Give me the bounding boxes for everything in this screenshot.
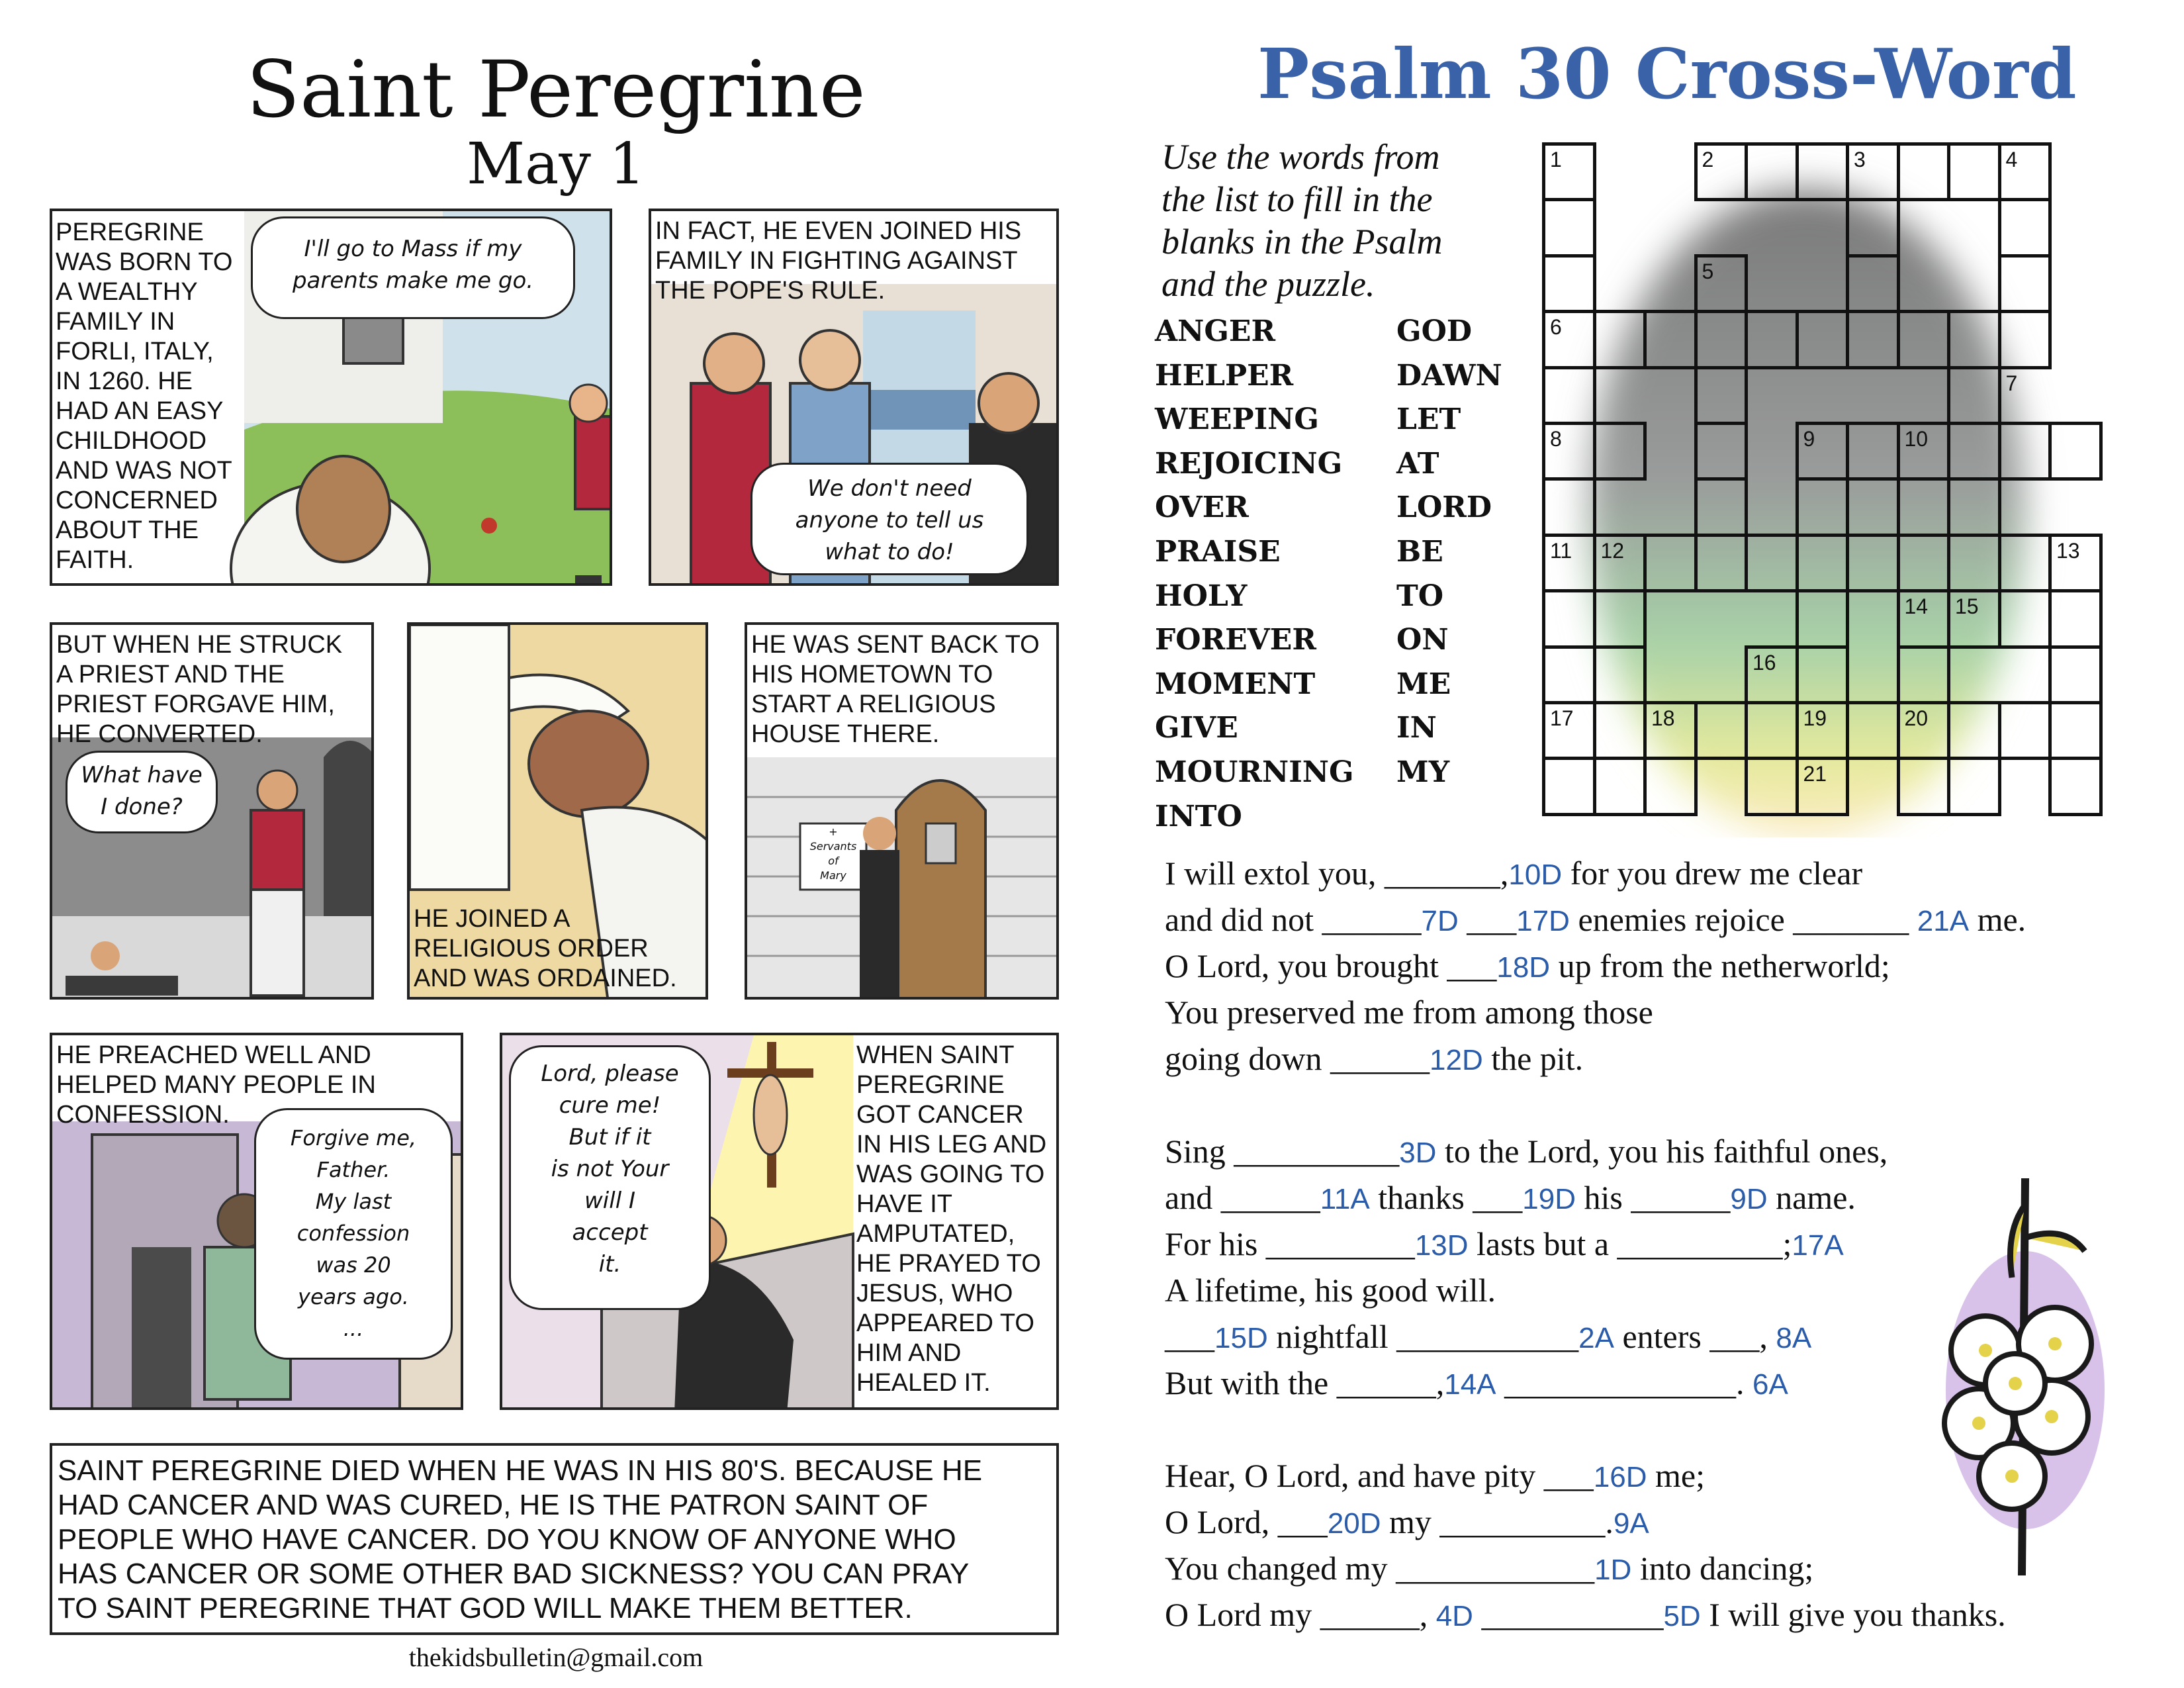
psalm-segment: Hear, O Lord, and have pity ___ [1165,1457,1594,1494]
cell-number: 6 [1550,315,1562,340]
psalm-line [1165,1456,1705,1495]
psalm-segment: the pit. [1482,1040,1584,1077]
crossword-cell[interactable] [1542,477,1596,536]
crossword-cell[interactable] [1846,534,1900,592]
crossword-cell[interactable] [1947,366,2001,425]
clue-reference: 5D [1663,1600,1701,1632]
word-item: IN [1396,711,1437,745]
word-item: GOD [1396,314,1473,348]
psalm-line [1165,1549,1813,1587]
clue-reference: 4D [1435,1600,1473,1632]
clue-reference: 20D [1327,1507,1381,1540]
crossword-cell[interactable] [1593,701,1647,760]
crossword-cell[interactable] [1947,757,2001,816]
crossword-cell[interactable] [1998,589,2052,648]
crossword-cell[interactable] [1694,477,1749,536]
psalm-line [1165,1317,1811,1356]
clue-reference: 9A [1613,1507,1649,1540]
psalm-segment: me; [1647,1457,1706,1494]
word-item: AT [1396,446,1439,481]
crossword-title: Psalm 30 Cross-Word [1257,33,2077,115]
crossword-cell[interactable] [1947,701,2001,760]
crossword-cell[interactable] [1542,645,1596,704]
panel-6-speech-bubble: Forgive me, Father. My last confession was 20 years ago. ... [254,1108,453,1360]
panel-1-caption: PEREGRINE WAS BORN TO A WEALTHY FAMILY IN FORLI, ITALY, IN 1260. HE HAD AN EASY CHILDHOOD AND WAS NOT CONCERNED ABOUT THE FAITH. [56,218,233,574]
crossword-cell[interactable] [1796,589,1850,648]
clue-reference: 6A [1752,1368,1788,1401]
cell-number: 5 [1702,259,1714,283]
psalm-line [1165,1595,2006,1634]
crossword-cell[interactable] [1897,310,1951,369]
psalm-segment: to the Lord, you his faithful ones, [1436,1133,1888,1170]
cell-number: 14 [1904,594,1929,619]
comic-panel-6 [50,1033,463,1410]
panel-1-speech-bubble: I'll go to Mass if my parents make me go. [251,216,575,319]
cell-number: 19 [1803,706,1827,730]
crossword-cell[interactable] [1542,757,1596,816]
crossword-cell[interactable] [2048,422,2103,481]
cell-number: 15 [1955,594,1979,619]
clue-reference: 17D [1516,905,1570,937]
crossword-cell[interactable] [1694,310,1749,369]
comic-panel-3 [50,622,374,1000]
word-item: INTO [1155,799,1242,833]
clue-reference: 1D [1594,1554,1632,1586]
clue-reference: 7D [1421,905,1459,937]
crossword-cell[interactable] [1593,422,1647,481]
crossword-cell[interactable] [1947,534,2001,592]
comic-title: Saint Peregrine [246,44,866,135]
crossword-cell[interactable] [1745,757,1799,816]
crossword-cell[interactable] [1897,142,1951,201]
crossword-cell[interactable] [2048,701,2103,760]
psalm-segment: into dancing; [1631,1550,1814,1587]
lily-flower-illustration [1939,1165,2111,1589]
crossword-cell[interactable] [1745,310,1799,369]
crossword-cell[interactable] [1947,142,2001,201]
crossword-cell[interactable] [1897,757,1951,816]
crossword-cell[interactable] [1947,477,2001,536]
psalm-line [1165,947,1890,985]
crossword-cell[interactable] [1998,422,2052,481]
word-item: HOLY [1155,579,1248,613]
psalm-segment: You preserved me from among those [1165,994,1653,1031]
cell-number: 7 [2005,371,2018,395]
crossword-cell[interactable] [1643,534,1698,592]
crossword-cell[interactable] [1593,589,1647,648]
cell-number: 17 [1550,706,1574,730]
crossword-cell[interactable] [1998,198,2052,257]
word-item: ANGER [1155,314,1276,348]
crossword-cell[interactable] [1897,477,1951,536]
panel-7-caption: WHEN SAINT PEREGRINE GOT CANCER IN HIS LEG AND WAS GOING TO HAVE IT AMPUTATED, HE PRAYED TO JESUS, WHO APPEARED TO HIM AND HEALED IT. [856,1041,1058,1410]
psalm-segment: You changed my ____________ [1165,1550,1595,1587]
crossword-cell[interactable] [1542,366,1596,425]
clue-reference: 18D [1496,951,1551,984]
cell-number: 11 [1550,538,1572,563]
word-item: HELPER [1155,358,1294,393]
clue-reference: 10D [1508,859,1563,891]
summary-text: SAINT PEREGRINE DIED WHEN HE WAS IN HIS 80'S. BECAUSE HE HAD CANCER AND WAS CURED, HE IS THE PATRON SAINT OF PEOPLE WHO HAVE CANCER. DO YOU KNOW OF ANYONE WHO HAS CANCER OR SOME OTHER BAD SICKNESS? YOU CAN PRAY TO SAINT PEREGRINE THAT GOD WILL MAKE THEM BETTER. [58,1454,983,1624]
word-item: MOURNING [1155,755,1354,789]
crossword-cell[interactable] [1846,422,1900,481]
psalm-line [1165,1132,1888,1170]
cell-number: 18 [1651,706,1675,730]
instructions: Use the words from the list to fill in the blanks in the Psalm and the puzzle. [1161,137,1443,304]
clue-reference: 16D [1593,1461,1647,1493]
psalm-segment: A lifetime, his good will. [1165,1272,1496,1309]
panel-7-speech-bubble: Lord, please cure me! But if it is not Your will I accept it. [509,1045,711,1310]
psalm-line [1165,1178,1856,1217]
crossword-cell[interactable] [1796,645,1850,704]
psalm-segment: ___________ [1473,1596,1664,1633]
clue-reference: 15D [1214,1322,1268,1354]
psalm-line [1165,854,1862,892]
crossword-cell[interactable] [1998,701,2052,760]
psalm-segment: enemies rejoice _______ [1569,901,1917,938]
word-list-column-1 [1155,310,1354,839]
crossword-cell[interactable] [1998,534,2052,592]
crossword-cell[interactable] [1796,477,1850,536]
panel-2-caption: IN FACT, HE EVEN JOINED HIS FAMILY IN FIGHTING AGAINST THE POPE'S RULE. [655,217,1022,305]
psalm-segment: ___ [1458,901,1517,938]
clue-reference: 9D [1730,1183,1768,1215]
panel-3-caption: BUT WHEN HE STRUCK A PRIEST AND THE PRIEST FORGAVE HIM, HE CONVERTED. [56,631,343,748]
crossword-cell[interactable] [2048,757,2103,816]
crossword-cell[interactable] [1542,254,1596,313]
crossword-cell[interactable] [1694,366,1749,425]
cell-number: 2 [1702,148,1714,171]
comic-panel-5 [745,622,1059,1000]
cell-number: 9 [1803,427,1815,451]
cell-number: 12 [1600,538,1625,563]
crossword-cell[interactable] [1947,310,2001,369]
psalm-segment: Sing __________ [1165,1133,1400,1170]
clue-reference: 14A [1444,1368,1496,1401]
crossword-cell[interactable] [1796,534,1850,592]
cell-number: 1 [1550,148,1562,171]
clue-reference: 17A [1792,1229,1844,1262]
clue-reference: 3D [1399,1137,1437,1169]
psalm-segment: For his _________ [1165,1225,1415,1262]
panel-5-door-sign: + Servants of Mary [809,825,857,882]
crossword-cell[interactable] [1745,701,1799,760]
summary-box [50,1443,1059,1635]
psalm-segment: But with the ______, [1165,1364,1445,1401]
crossword-cell[interactable] [1897,645,1951,704]
cell-number: 4 [2005,148,2018,171]
psalm-line [1165,993,1653,1031]
psalm-segment: for you drew me clear [1562,855,1863,892]
crossword-cell[interactable] [1694,701,1749,760]
psalm-segment: I will extol you, _______, [1165,855,1509,892]
crossword-cell[interactable] [1846,310,1900,369]
clue-reference: 2A [1578,1322,1614,1354]
psalm-line [1165,900,2026,939]
crossword-cell[interactable] [1593,757,1647,816]
crossword-cell[interactable] [1897,534,1951,592]
crossword-cell[interactable] [1796,142,1850,201]
word-item: LORD [1396,491,1492,525]
psalm-line [1165,1039,1583,1078]
word-item: WEEPING [1155,402,1319,437]
cell-number: 8 [1550,427,1562,451]
word-item: OVER [1155,491,1249,525]
crossword-cell[interactable] [1643,757,1698,816]
cell-number: 16 [1752,650,1776,675]
word-list-column-2 [1396,310,1502,795]
word-item: REJOICING [1155,446,1343,481]
crossword-cell[interactable] [1796,310,1850,369]
crossword-cell[interactable] [1846,198,1900,257]
panel-5-caption: HE WAS SENT BACK TO HIS HOMETOWN TO START A RELIGIOUS HOUSE THERE. [751,631,1040,748]
psalm-segment: and ______ [1165,1179,1320,1216]
crossword-cell[interactable] [2048,589,2103,648]
crossword-cell[interactable] [1643,310,1698,369]
crossword-cell[interactable] [1947,422,2001,481]
psalm-line [1165,1364,1788,1402]
psalm-segment: O Lord, you brought ___ [1165,947,1497,984]
comic-date: May 1 [467,131,645,197]
panel-3-speech-bubble: What have I done? [66,751,218,833]
psalm-segment: I will give you thanks. [1700,1596,2006,1633]
clue-reference: 19D [1522,1183,1576,1215]
psalm-segment: name. [1767,1179,1856,1216]
word-item: MOMENT [1155,667,1316,701]
psalm-line [1165,1503,1649,1541]
word-item: MY [1396,755,1450,789]
psalm-segment: going down ______ [1165,1040,1430,1077]
psalm-segment: and did not ______ [1165,901,1422,938]
crossword-cell[interactable] [1694,534,1749,592]
crossword-cell[interactable] [1593,310,1647,369]
word-item: ON [1396,623,1449,657]
word-item: LET [1396,402,1461,437]
psalm-segment: his ______ [1576,1179,1731,1216]
psalm-segment: ______________. [1496,1364,1753,1401]
crossword-cell[interactable] [1846,701,1900,760]
psalm-segment: my __________. [1381,1503,1614,1540]
clue-reference: 13D [1414,1229,1469,1262]
comic-panel-7 [500,1033,1059,1410]
psalm-segment: up from the netherworld; [1550,947,1890,984]
clue-reference: 8A [1776,1322,1812,1354]
word-item: PRAISE [1155,534,1281,569]
word-item: TO [1396,579,1444,613]
crossword-cell[interactable] [2048,645,2103,704]
word-item: DAWN [1396,358,1502,393]
crossword-cell[interactable] [1846,254,1900,313]
psalm-segment: me. [1969,901,2026,938]
crossword-cell[interactable] [1542,198,1596,257]
psalm-segment: nightfall ___________ [1267,1318,1579,1355]
clue-reference: 21A [1917,905,1970,937]
comic-panel-1 [50,209,612,586]
cell-number: 20 [1904,706,1929,730]
crossword-cell[interactable] [1998,254,2052,313]
crossword-cell[interactable] [1694,422,1749,481]
psalm-line [1165,1271,1496,1309]
comic-panel-2 [649,209,1059,586]
crossword-cell[interactable] [1542,589,1596,648]
panel-4-caption: HE JOINED A RELIGIOUS ORDER AND WAS ORDAINED. [414,905,677,992]
word-item: FOREVER [1155,623,1316,657]
comic-panel-4 [407,622,708,1000]
psalm-segment: O Lord my ______, [1165,1596,1436,1633]
word-item: BE [1396,534,1443,569]
cell-number: 10 [1904,427,1929,451]
cell-number: 13 [2056,538,2080,563]
psalm-segment: thanks ___ [1369,1179,1523,1216]
crossword-cell[interactable] [1745,142,1799,201]
psalm-segment: lasts but a __________; [1468,1225,1792,1262]
clue-reference: 11A [1320,1183,1370,1215]
crossword-cell[interactable] [1745,534,1799,592]
panel-2-speech-bubble: We don't need anyone to tell us what to do! [751,463,1028,575]
word-item: GIVE [1155,711,1238,745]
psalm-segment: enters ___, [1614,1318,1776,1355]
panel-6-caption: HE PREACHED WELL AND HELPED MANY PEOPLE IN CONFESSION. [56,1041,376,1129]
psalm-line [1165,1225,1844,1263]
crossword-grid [1542,142,2091,837]
psalm-segment: ___ [1165,1318,1214,1355]
crossword-cell[interactable] [1593,645,1647,704]
crossword-cell[interactable] [1998,310,2052,369]
word-item: ME [1396,667,1451,701]
psalm-segment: O Lord, ___ [1165,1503,1328,1540]
clue-reference: 12D [1430,1044,1483,1076]
contact-email: thekidsbulletin@gmail.com [408,1642,704,1672]
cell-number: 21 [1803,762,1827,786]
cell-number: 3 [1854,148,1866,171]
